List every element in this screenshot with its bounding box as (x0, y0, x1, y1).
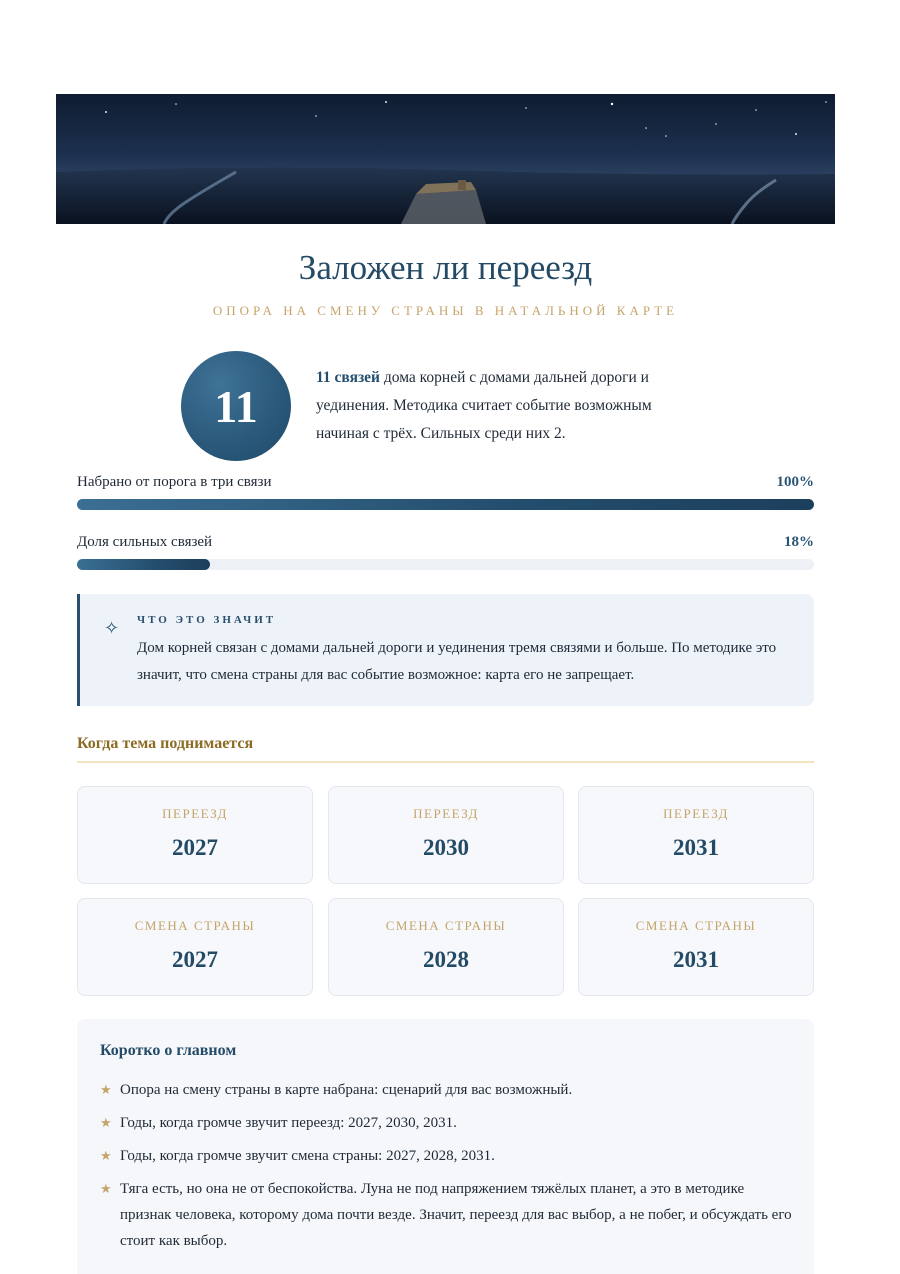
year-card-label: СМЕНА СТРАНЫ (134, 918, 256, 933)
year-card (578, 786, 814, 884)
strong-share-progress (77, 534, 814, 551)
hero-image (56, 94, 835, 224)
year-card-label: СМЕНА СТРАНЫ (385, 918, 507, 933)
night-landscape-illustration (56, 94, 835, 224)
year-card (328, 786, 564, 884)
bar-value: 100% (776, 474, 814, 490)
bar-value: 18% (784, 534, 814, 550)
bar-track (77, 559, 814, 570)
bar-fill (77, 559, 210, 570)
meaning-callout (77, 594, 814, 706)
page-subtitle: ОПОРА НА СМЕНУ СТРАНЫ В НАТАЛЬНОЙ КАРТЕ (212, 303, 679, 318)
year-card (578, 898, 814, 996)
callout-heading: ЧТО ЭТО ЗНАЧИТ (137, 614, 277, 626)
summary-box (77, 1019, 814, 1274)
timing-heading: Когда тема поднимается (77, 735, 814, 763)
list-item-text: Опора на смену страны в карте набрана: сценарий для вас возможный. (120, 1082, 573, 1098)
score-strong-text: 11 связей (316, 369, 380, 386)
bar-track (77, 499, 814, 510)
year-card (77, 786, 313, 884)
list-item (100, 1110, 795, 1136)
year-card-label: СМЕНА СТРАНЫ (635, 918, 757, 933)
year-card-label: ПЕРЕЕЗД (413, 806, 479, 821)
year-card-year: 2031 (673, 835, 719, 860)
year-card-year: 2027 (172, 947, 218, 972)
page-title: Заложен ли переезд (298, 248, 593, 287)
year-card-year: 2031 (673, 947, 719, 972)
sparkle-icon: ✧ (104, 618, 120, 638)
list-item-text: Тяга есть, но она не от беспокойства. Луна не под напряжением тяжёлых планет, а это в методике признак человека, которому дома почти везде. Значит, переезд для вас выбор, а не побег, и обсуждать его стоит как выбор. (120, 1181, 792, 1249)
threshold-progress (77, 474, 814, 491)
year-card (328, 898, 564, 996)
score-description (316, 364, 696, 448)
year-card-label: ПЕРЕЕЗД (663, 806, 729, 821)
score-text: дома корней с домами дальней дороги и уединения. Методика считает событие возможным начиная с трёх. Сильных среди них 2. (316, 369, 652, 442)
callout-text: Дом корней связан с домами дальней дороги и уединения тремя связями и больше. По методике это значит, что смена страны для вас событие возможное: карта его не запрещает. (137, 640, 777, 683)
star-bullet-icon: ★ (100, 1082, 112, 1097)
summary-list (100, 1077, 795, 1261)
star-bullet-icon: ★ (100, 1181, 112, 1196)
star-bullet-icon: ★ (100, 1148, 112, 1163)
list-item (100, 1176, 795, 1254)
score-circle: 11 (181, 351, 291, 461)
year-card-year: 2027 (172, 835, 218, 860)
list-item-text: Годы, когда громче звучит смена страны: 2027, 2028, 2031. (120, 1148, 495, 1164)
year-card-label: ПЕРЕЕЗД (162, 806, 228, 821)
summary-heading: Коротко о главном (100, 1042, 237, 1059)
year-card-year: 2030 (423, 835, 469, 860)
star-bullet-icon: ★ (100, 1115, 112, 1130)
bar-fill (77, 499, 814, 510)
bar-label: Набрано от порога в три связи (77, 474, 272, 490)
list-item (100, 1077, 795, 1103)
bar-label: Доля сильных связей (77, 534, 213, 550)
list-item (100, 1143, 795, 1169)
list-item-text: Годы, когда громче звучит переезд: 2027, 2030, 2031. (120, 1115, 457, 1131)
year-card-year: 2028 (423, 947, 469, 972)
year-card (77, 898, 313, 996)
